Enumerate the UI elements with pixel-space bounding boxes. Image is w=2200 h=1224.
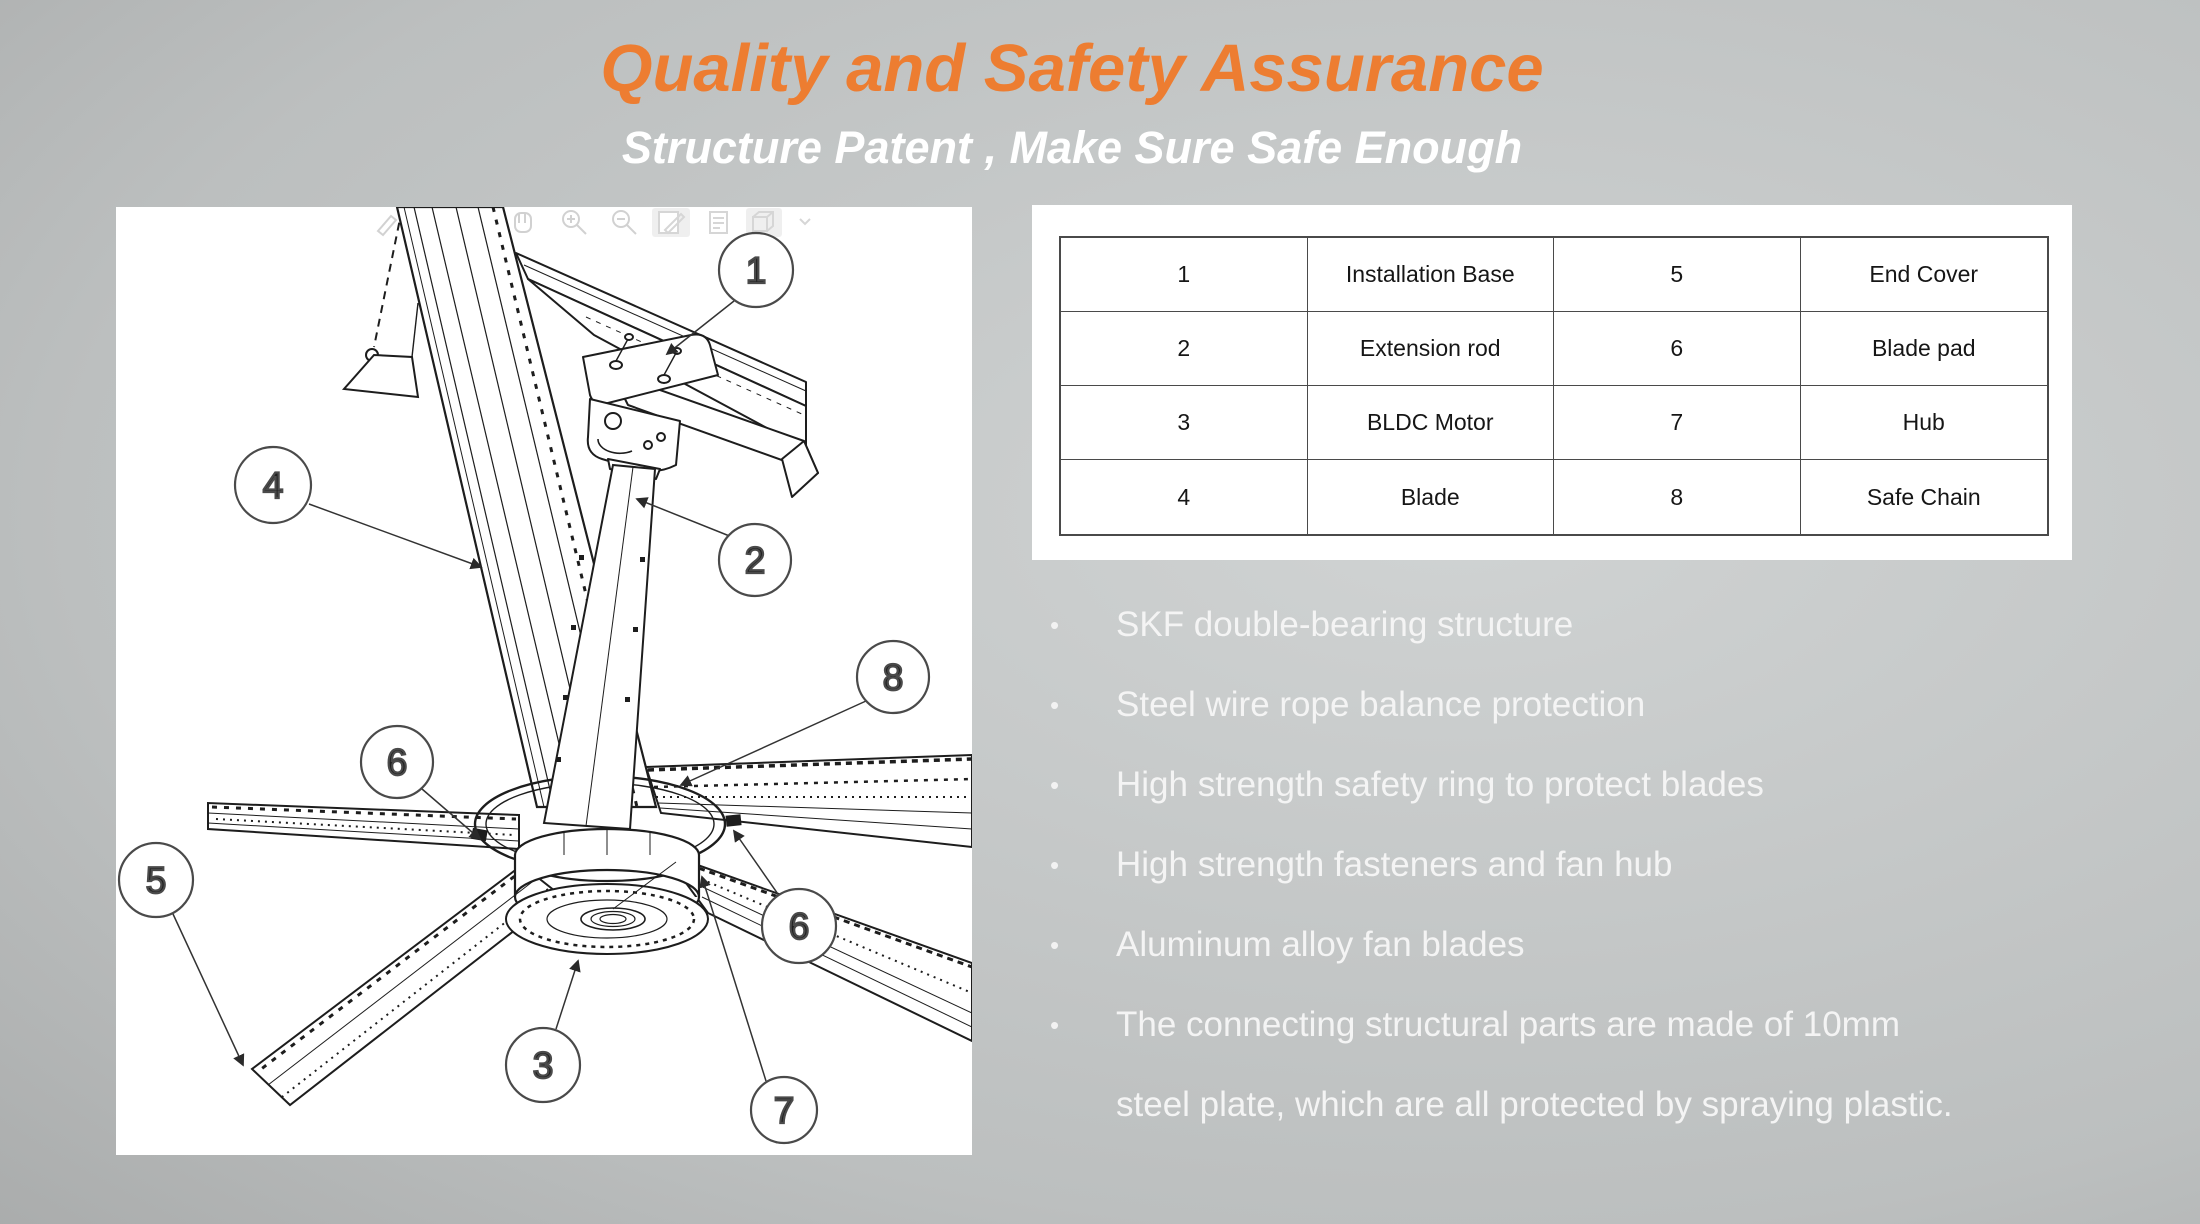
fan-diagram [116, 207, 972, 1155]
callout-6-right [762, 889, 836, 963]
part-name: Extension rod [1308, 312, 1555, 386]
pencil-icon [378, 216, 396, 235]
callout-6-left [361, 726, 433, 798]
arrow-3 [556, 961, 578, 1029]
bullet-dot: • [1050, 609, 1060, 640]
feature-bullet-list [1050, 585, 2150, 1145]
arrow-4 [309, 504, 481, 567]
slide-subtitle: Structure Patent , Make Sure Safe Enough [621, 122, 1523, 173]
part-number: 2 [1061, 312, 1308, 386]
svg-text:6: 6 [788, 906, 810, 947]
callout-7 [751, 1077, 817, 1143]
arrow-5 [173, 914, 243, 1065]
bullet-item [1050, 585, 2150, 665]
caret-icon [800, 219, 810, 224]
part-number: 5 [1554, 238, 1801, 312]
svg-text:4: 4 [262, 465, 284, 506]
part-name: Hub [1801, 386, 2048, 460]
parts-table-panel [1032, 205, 2072, 560]
hand-icon [515, 213, 531, 232]
fan-diagram-panel [116, 207, 972, 1155]
part-number: 1 [1061, 238, 1308, 312]
callout-3 [506, 1028, 580, 1102]
part-name: Installation Base [1308, 238, 1555, 312]
bullet-text: High strength safety ring to protect blades [1116, 765, 1764, 804]
svg-text:2: 2 [744, 540, 766, 581]
part-number: 4 [1061, 460, 1308, 534]
bullet-item [1050, 665, 2150, 745]
callout-8 [857, 641, 929, 713]
part-name: BLDC Motor [1308, 386, 1555, 460]
part-name: End Cover [1801, 238, 2048, 312]
svg-text:7: 7 [773, 1090, 795, 1131]
part-number: 8 [1554, 460, 1801, 534]
svg-text:3: 3 [532, 1045, 554, 1086]
part-name: Blade pad [1801, 312, 2048, 386]
svg-text:6: 6 [386, 742, 408, 783]
part-number: 3 [1061, 386, 1308, 460]
bullet-text: High strength fasteners and fan hub [1116, 845, 1673, 884]
bullet-item [1050, 905, 2150, 985]
part-number: 7 [1554, 386, 1801, 460]
bullet-item-continuation [1050, 1065, 2150, 1145]
page-edit-icon [652, 208, 690, 237]
bullet-text: steel plate, which are all protected by spraying plastic. [1116, 1085, 1953, 1124]
zoom-in-icon [563, 211, 586, 234]
parts-table [1059, 236, 2049, 536]
callout-5 [119, 843, 193, 917]
svg-text:8: 8 [882, 657, 904, 698]
bullet-item [1050, 825, 2150, 905]
zoom-out-icon [613, 211, 636, 234]
bullet-text: Aluminum alloy fan blades [1116, 925, 1525, 964]
bullet-text: The connecting structural parts are made of 10mm [1116, 1005, 1900, 1044]
bullet-dot: • [1050, 849, 1060, 880]
bullet-dot: • [1050, 689, 1060, 720]
callout-2 [719, 524, 791, 596]
page-icon [710, 212, 727, 233]
part-name: Blade [1308, 460, 1555, 534]
bullet-dot: • [1050, 929, 1060, 960]
blade-left [208, 803, 519, 849]
part-name: Safe Chain [1866, 483, 1981, 510]
slide-title: Quality and Safety Assurance [600, 31, 1544, 106]
callout-1 [719, 233, 793, 307]
bullet-dot: • [1050, 1009, 1060, 1040]
bullet-text: SKF double-bearing structure [1116, 605, 1574, 644]
bullet-text: Steel wire rope balance protection [1116, 685, 1646, 724]
part-number: 6 [1554, 312, 1801, 386]
svg-text:5: 5 [145, 860, 167, 901]
bullet-item [1050, 745, 2150, 825]
callout-4 [235, 447, 311, 523]
bullet-dot: • [1050, 769, 1060, 800]
svg-text:1: 1 [745, 250, 767, 291]
bullet-item [1050, 985, 2150, 1065]
